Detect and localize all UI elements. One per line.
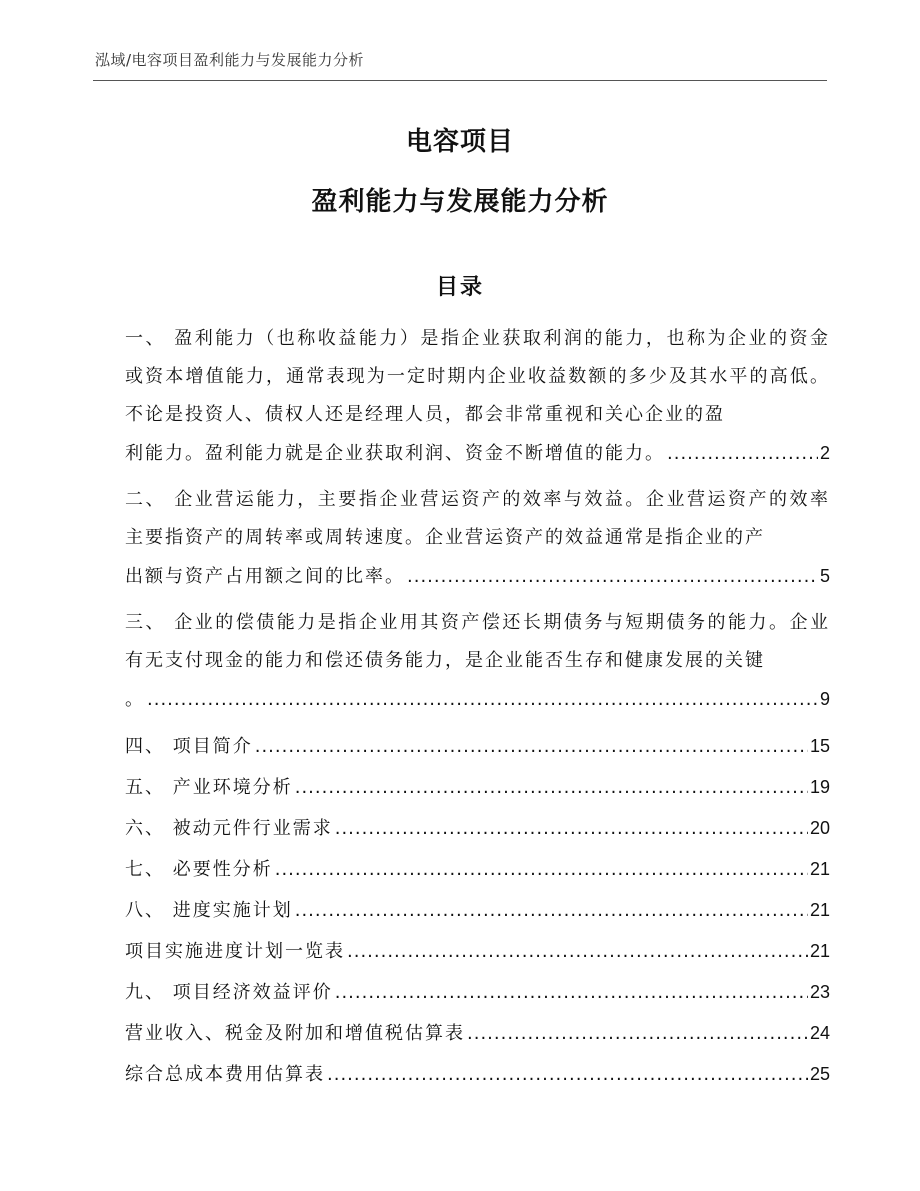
running-header: 泓域/电容项目盈利能力与发展能力分析 <box>95 51 365 69</box>
dot-leader <box>295 892 808 930</box>
dot-leader <box>407 558 818 596</box>
toc-entry-text: 营业收入、税金及附加和增值税估算表 <box>125 1023 465 1044</box>
toc-heading: 目录 <box>435 275 484 300</box>
toc-entry-implementation-plan[interactable] <box>125 891 830 929</box>
toc-entry-text: 六、 被动元件行业需求 <box>125 818 333 839</box>
dot-leader <box>467 1015 808 1053</box>
toc-page-number: 24 <box>809 1023 830 1043</box>
toc-page-number: 2 <box>819 443 830 463</box>
toc-entry-text: 五、 产业环境分析 <box>125 777 293 798</box>
dot-leader <box>147 681 818 719</box>
toc-entry-operating-capacity[interactable] <box>125 481 830 595</box>
dot-leader <box>667 435 818 473</box>
toc-entry-text: 二、 企业营运能力，主要指企业营运资产的效率与效益。企业营运资产的效率主要指资产的周转率或周转速度。企业营运资产的效益通常是指企业的产 <box>125 489 830 548</box>
toc-entry-passive-components-demand[interactable] <box>125 809 830 847</box>
toc-entry-text-tail: 利能力。盈利能力就是企业获取利润、资金不断增值的能力。 <box>125 443 665 464</box>
toc-page-number: 23 <box>809 982 830 1002</box>
dot-leader <box>327 1056 808 1094</box>
toc-entry-text: 项目实施进度计划一览表 <box>125 941 345 962</box>
dot-leader <box>275 851 808 889</box>
header-rule <box>93 80 827 81</box>
toc-entry-text: 一、 盈利能力（也称收益能力）是指企业获取利润的能力，也称为企业的资金或资本增值能力，通常表现为一定时期内企业收益数额的多少及其水平的高低。不论是投资人、债权人还是经理人员，都会非常重视和关心企业的盈 <box>125 328 830 425</box>
toc-entry-industry-environment[interactable] <box>125 768 830 806</box>
toc-entry-total-cost-table[interactable] <box>125 1055 830 1093</box>
toc-page-number: 21 <box>809 859 830 879</box>
toc-entry-text: 综合总成本费用估算表 <box>125 1064 325 1085</box>
toc-entry-project-overview[interactable] <box>125 727 830 765</box>
toc-page-number: 9 <box>819 689 830 709</box>
toc-page-number: 15 <box>809 736 830 756</box>
toc-page-number: 5 <box>819 566 830 586</box>
dot-leader <box>335 974 808 1012</box>
toc-page-number: 21 <box>809 900 830 920</box>
document-title: 电容项目 <box>405 127 514 157</box>
toc-entry-profitability[interactable] <box>125 320 830 472</box>
dot-leader <box>335 810 808 848</box>
toc-entry-text: 九、 项目经济效益评价 <box>125 982 333 1003</box>
toc-entry-text: 三、 企业的偿债能力是指企业用其资产偿还长期债务与短期债务的能力。企业有无支付现金的能力和偿还债务能力，是企业能否生存和健康发展的关键 <box>125 612 830 671</box>
toc-entry-text-tail: 出额与资产占用额之间的比率。 <box>125 566 405 587</box>
toc-entry-necessity-analysis[interactable] <box>125 850 830 888</box>
toc-entry-text: 七、 必要性分析 <box>125 859 273 880</box>
dot-leader <box>295 769 808 807</box>
toc-entry-schedule-table[interactable] <box>125 932 830 970</box>
toc-entry-text-tail: 。 <box>125 689 145 710</box>
dot-leader <box>255 728 808 766</box>
toc-page-number: 20 <box>809 818 830 838</box>
toc-page-number: 25 <box>809 1064 830 1084</box>
toc-page-number: 19 <box>809 777 830 797</box>
dot-leader <box>347 933 808 971</box>
toc-page-number: 21 <box>809 941 830 961</box>
toc-entry-solvency[interactable] <box>125 604 830 718</box>
toc-entry-economic-evaluation[interactable] <box>125 973 830 1011</box>
toc-entry-text: 八、 进度实施计划 <box>125 900 293 921</box>
toc-entry-text: 四、 项目简介 <box>125 736 253 757</box>
toc-entry-revenue-tax-table[interactable] <box>125 1014 830 1052</box>
document-subtitle: 盈利能力与发展能力分析 <box>311 187 609 217</box>
